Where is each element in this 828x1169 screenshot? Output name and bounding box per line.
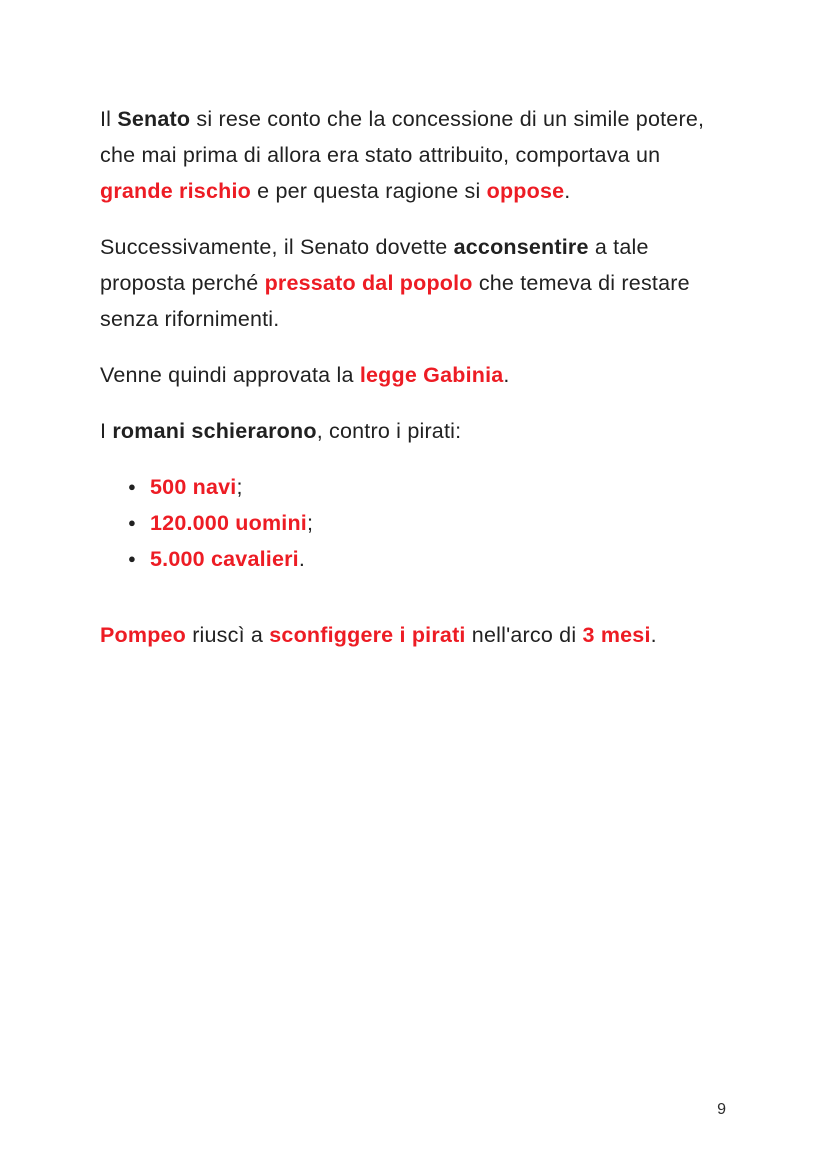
text-segment: . bbox=[650, 623, 657, 647]
text-segment: I bbox=[100, 419, 113, 443]
text-segment: . bbox=[564, 179, 571, 203]
text-segment: 500 navi bbox=[150, 475, 237, 499]
text-segment: Successivamente, il Senato dovette bbox=[100, 235, 454, 259]
page-number: 9 bbox=[717, 1101, 726, 1118]
text-segment: , contro i pirati: bbox=[316, 419, 462, 443]
text-segment: oppose bbox=[486, 179, 565, 203]
text-segment: . bbox=[298, 547, 306, 571]
text-segment: grande rischio bbox=[100, 179, 251, 203]
paragraph bbox=[100, 617, 738, 653]
paragraph bbox=[100, 413, 738, 449]
bullet-item bbox=[150, 505, 738, 541]
text-segment: 120.000 uomini bbox=[150, 511, 307, 535]
text-segment: pressato dal popolo bbox=[264, 271, 473, 295]
text-segment: ; bbox=[306, 511, 314, 535]
text-segment: Il bbox=[100, 107, 118, 131]
text-segment: riuscì a bbox=[186, 623, 270, 647]
paragraph bbox=[100, 101, 738, 209]
text-segment: acconsentire bbox=[453, 235, 589, 259]
text-segment: 3 mesi bbox=[582, 623, 651, 647]
text-segment: Venne quindi approvata la bbox=[100, 363, 360, 387]
text-segment: Pompeo bbox=[100, 623, 187, 647]
text-segment: si rese conto che la concessione di un simile potere, che mai prima di allora era stato attribuito, comportava un bbox=[100, 107, 705, 167]
text-segment: romani schierarono bbox=[112, 419, 317, 443]
text-segment: a tale proposta perché bbox=[100, 235, 649, 295]
paragraph bbox=[100, 357, 738, 393]
text-segment: . bbox=[503, 363, 510, 387]
text-segment: sconfiggere i pirati bbox=[269, 623, 466, 647]
text-segment: ; bbox=[236, 475, 243, 499]
text-segment: nell'arco di bbox=[465, 623, 583, 647]
paragraph bbox=[100, 229, 738, 337]
text-segment: Senato bbox=[117, 107, 191, 131]
text-segment: legge Gabinia bbox=[359, 363, 504, 387]
bullet-list bbox=[100, 469, 738, 577]
text-segment: che temeva di restare senza rifornimenti. bbox=[100, 271, 690, 331]
text-segment: 5.000 cavalieri bbox=[150, 547, 299, 571]
bullet-item bbox=[150, 541, 738, 577]
text-segment: e per questa ragione si bbox=[250, 179, 487, 203]
bullet-item bbox=[150, 469, 738, 505]
document-body bbox=[100, 101, 738, 673]
